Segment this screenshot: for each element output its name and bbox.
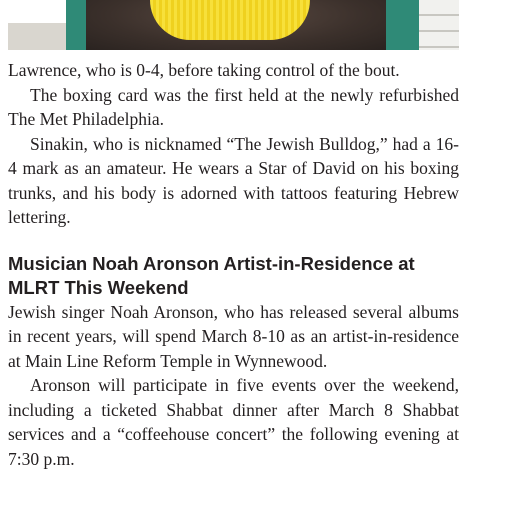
article-paragraph-1: Lawrence, who is 0-4, before taking control of the bout. xyxy=(8,60,400,80)
boxer-photo xyxy=(8,0,459,50)
article-body xyxy=(8,58,459,471)
story-paragraph-1: Jewish singer Noah Aronson, who has released several albums in recent years, will spend March 8-10 as an artist-in-residence at Main Line Reform Temple in Wynnewood. xyxy=(8,301,459,371)
yellow-trunks xyxy=(150,0,310,40)
article-paragraph-3: Sinakin, who is nicknamed “The Jewish Bulldog,” had a 16-4 mark as an amateur. He wears a Star of David on his boxing trunks, and his body is adorned with tattoos featuring Hebrew lettering. xyxy=(8,133,459,227)
article-paragraph-2: The boxing card was the first held at the newly refurbished The Met Philadelphia. xyxy=(8,84,459,129)
story-headline: Musician Noah Aronson Artist-in-Residence at MLRT This Weekend xyxy=(8,252,415,298)
story-paragraph-2: Aronson will participate in five events over the weekend, including a ticketed Shabbat dinner after March 8 Shabbat services and a “coffeehouse concert” the following evening at 7:30 p.m. xyxy=(8,375,459,469)
